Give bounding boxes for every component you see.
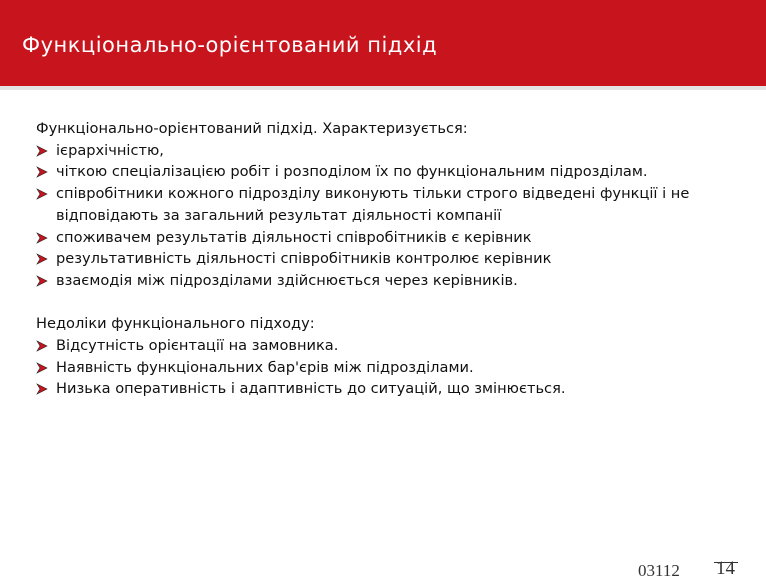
list-item (36, 270, 736, 292)
list-item (36, 357, 736, 379)
arrow-bullet-icon (36, 145, 48, 157)
list-item-text: співробітники кожного підрозділу виконують тільки строго відведені функції і не відповідають за загальний результат діяльності компанії (56, 185, 690, 224)
slide-header (0, 0, 766, 90)
list-item (36, 227, 736, 249)
list-item (36, 140, 736, 162)
list-item-text: чіткою спеціалізацією робіт і розподілом їх по функціональним підрозділам. (56, 163, 648, 181)
list-item (36, 161, 736, 183)
list-item (36, 335, 736, 357)
section-intro: Функціонально-орієнтований підхід. Характеризується: (36, 120, 468, 137)
list-item-text: результативність діяльності співробітників контролює керівник (56, 250, 552, 268)
arrow-bullet-icon (36, 275, 48, 287)
arrow-bullet-icon (36, 232, 48, 244)
arrow-bullet-icon (36, 253, 48, 265)
arrow-bullet-icon (36, 340, 48, 352)
slide-title: Функціонально-орієнтований підхід (22, 33, 438, 57)
list-item (36, 183, 736, 226)
slide-code: 03112 (638, 561, 680, 580)
bullet-list (36, 335, 736, 400)
list-item-text: Відсутність орієнтації на замовника. (56, 337, 339, 355)
slide-content (36, 118, 736, 400)
list-item-text: споживачем результатів діяльності співробітників є керівник (56, 228, 532, 246)
section-spacer (36, 292, 736, 314)
arrow-bullet-icon (36, 188, 48, 200)
page-number: 14 (716, 558, 735, 579)
list-item-text: Наявність функціональних бар'єрів між підрозділами. (56, 358, 474, 376)
arrow-bullet-icon (36, 362, 48, 374)
list-item-text: Низька оперативність і адаптивність до ситуацій, що змінюється. (56, 380, 566, 398)
list-item-text: ієрархічністю, (56, 141, 164, 159)
list-item (36, 248, 736, 270)
bullet-list (36, 140, 736, 292)
list-item-text: взаємодія між підрозділами здійснюється через керівників. (56, 271, 518, 289)
arrow-bullet-icon (36, 383, 48, 395)
section-intro: Недоліки функціонального підходу: (36, 315, 315, 333)
arrow-bullet-icon (36, 166, 48, 178)
list-item (36, 378, 736, 400)
